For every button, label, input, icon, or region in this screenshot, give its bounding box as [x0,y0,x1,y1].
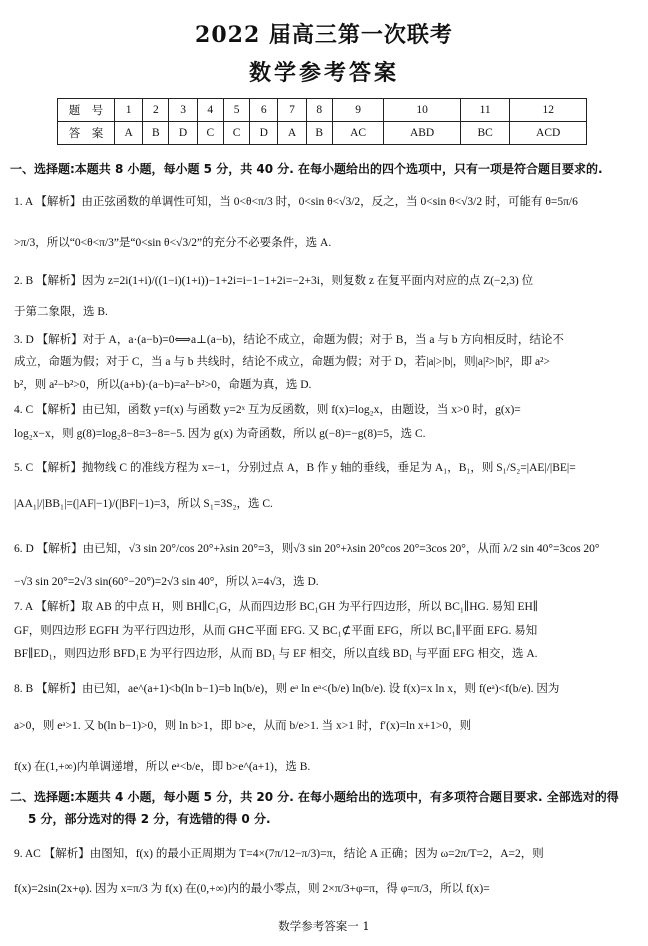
solution-line: b²，则 a²−b²>0，所以(a+b)·(a−b)=a²−b²>0，命题为真，选 D. [14,379,312,391]
table-cell: ACD [510,122,587,145]
table-cell: D [169,122,197,145]
table-cell: 5 [223,99,249,122]
solution-line: GF，则四边形 EGFH 为平行四边形，从而 GH⊂平面 EFG. 又 BC₁⊄平面 EFG，所以 BC₁∥平面 EFG. 易知 [14,625,538,637]
table-cell: ABD [384,122,461,145]
table-cell: 7 [278,99,306,122]
page-footer: 数学参考答案一 1 [278,919,370,933]
table-cell: C [223,122,249,145]
solution-line: 4. C 【解析】由已知，函数 y=f(x) 与函数 y=2ˣ 互为反函数，则 f(x)=log₂x，由题设，当 x>0 时，g(x)= [14,404,521,416]
solution-line: −√3 sin 20°=2√3 sin(60°−20°)=2√3 sin 40°，所以 λ=4√3，选 D. [14,576,319,588]
solution-line: 成立，命题为假；对于 C，当 a 与 b 共线时，结论不成立，命题为假；对于 D，若|a|>|b|，则|a|²>|b|²，即 a²> [14,356,550,368]
table-cell: 10 [384,99,461,122]
solution-line: BF∥ED₁，则四边形 BFD₁E 为平行四边形，从而 BD₁ 与 EF 相交，所以直线 BD₁ 与平面 EFG 相交，选 A. [14,648,538,660]
section-heading: 5 分，部分选对的得 2 分，有选错的得 0 分. [28,812,271,826]
table-cell: C [197,122,223,145]
table-cell: D [250,122,278,145]
table-cell: BC [460,122,510,145]
solution-line: f(x)=2sin(2x+φ). 因为 x=π/3 为 f(x) 在(0,+∞)内的最小零点，则 2×π/3+φ=π，得 φ=π/3，所以 f(x)= [14,883,490,895]
table-cell: A [115,122,143,145]
page-subtitle: 数学参考答案 [248,60,399,86]
table-cell: 6 [250,99,278,122]
table-cell: 11 [460,99,510,122]
table-header-cell: 题 号 [58,99,115,122]
table-row [58,99,587,122]
solution-line: 9. AC 【解析】由图知，f(x) 的最小正周期为 T=4×(7π/12−π/3)=π，结论 A 正确；因为 ω=2π/T=2，A=2，则 [14,848,544,860]
table-cell: 8 [306,99,332,122]
solution-line: 于第二象限，选 B. [14,306,108,318]
solution-line: f(x) 在(1,+∞)内单调递增，所以 eᵃ<b/e，即 b>e^(a+1)，选 B. [14,761,311,773]
table-cell: A [278,122,306,145]
table-cell: AC [332,122,383,145]
table-cell: 9 [332,99,383,122]
table-cell: 1 [115,99,143,122]
page-title: 2022 届高三第一次联考 [195,22,453,48]
table-header-cell: 答 案 [58,122,115,145]
solution-line: 8. B 【解析】由已知，ae^(a+1)<b(ln b−1)=b ln(b/e)，则 eᵃ ln eᵃ<(b/e) ln(b/e). 设 f(x)=x ln x，则 f(eᵃ)<f(b/e). 因为 [14,683,560,695]
solution-line: |AA₁|/|BB₁|=(|AF|−1)/(|BF|−1)=3，所以 S₁=3S₂，选 C. [14,498,273,510]
section-heading: 一、选择题:本题共 8 小题，每小题 5 分，共 40 分. 在每小题给出的四个选项中，只有一项是符合题目要求的. [10,162,603,176]
table-cell: B [306,122,332,145]
answer-table [57,98,587,145]
solution-line: 3. D 【解析】对于 A，a·(a−b)=0⟺a⊥(a−b)，结论不成立，命题为假；对于 B，当 a 与 b 方向相反时，结论不 [14,334,564,346]
solution-line: 5. C 【解析】抛物线 C 的准线方程为 x=−1，分别过点 A，B 作 y 轴的垂线，垂足为 A₁，B₁，则 S₁/S₂=|AE|/|BE|= [14,462,576,474]
table-cell: 12 [510,99,587,122]
table-cell: B [143,122,169,145]
table-row [58,122,587,145]
solution-line: 7. A 【解析】取 AB 的中点 H，则 BH∥C₁G，从而四边形 BC₁GH 为平行四边形，所以 BC₁∥HG. 易知 EH∥ [14,601,539,613]
solution-line: log₂x−x，则 g(8)=log₂8−8=3−8=−5. 因为 g(x) 为奇函数，所以 g(−8)=−g(8)=5，选 C. [14,428,426,440]
solution-line: a>0，则 eᵃ>1. 又 b(ln b−1)>0，则 ln b>1，即 b>e，从而 b/e>1. 当 x>1 时，f′(x)=ln x+1>0，则 [14,720,472,732]
solution-line: >π/3，所以“0<θ<π/3”是“0<sin θ<√3/2”的充分不必要条件，选 A. [14,237,332,249]
solution-line: 2. B 【解析】因为 z=2i(1+i)/((1−i)(1+i))−1+2i=i−1−1+2i=−2+3i，则复数 z 在复平面内对应的点 Z(−2,3) 位 [14,275,534,287]
section-heading: 二、选择题:本题共 4 小题，每小题 5 分，共 20 分. 在每小题给出的选项中，有多项符合题目要求. 全部选对的得 [10,790,619,804]
table-cell: 3 [169,99,197,122]
table-cell: 4 [197,99,223,122]
solution-line: 6. D 【解析】由已知，√3 sin 20°/cos 20°+λsin 20°=3，则√3 sin 20°+λsin 20°cos 20°=3cos 20°，从而 λ/2 sin 40°=3cos 20° [14,543,600,555]
solution-line: 1. A 【解析】由正弦函数的单调性可知，当 0<θ<π/3 时，0<sin θ<√3/2，反之，当 0<sin θ<√3/2 时，可能有 θ=5π/6 [14,196,578,208]
table-cell: 2 [143,99,169,122]
